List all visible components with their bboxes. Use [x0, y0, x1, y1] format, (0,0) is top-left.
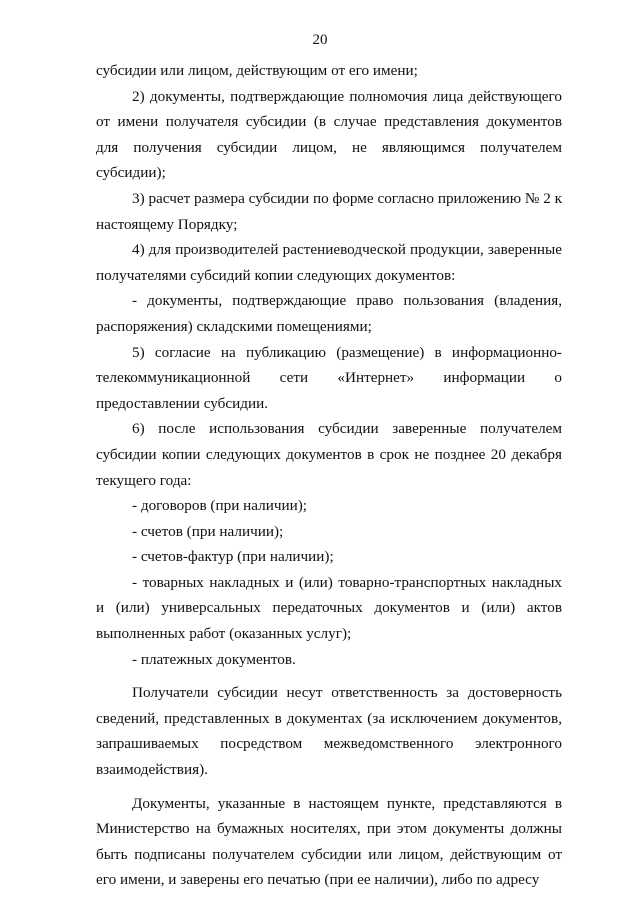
- paragraph-item-6-waybills: - товарных накладных и (или) товарно-транспортных накладных и (или) универсальных передаточных документов и (или) актов выполненных работ (оказанных услуг);: [96, 573, 562, 643]
- page-number: 20: [312, 32, 328, 48]
- paragraph-item-3: 3) расчет размера субсидии по форме согласно приложению № 2 к настоящему Порядку;: [96, 189, 562, 233]
- paragraph-item-4-sub: - документы, подтверждающие право пользования (владения, распоряжения) складскими помещениями;: [96, 292, 562, 335]
- paragraph-item-4: 4) для производителей растениеводческой продукции, заверенные получателями субсидий копии следующих документов:: [96, 241, 562, 284]
- paragraph-responsibility: Получатели субсидии несут ответственность за достоверность сведений, представленных в документах (за исключением документов, запрашиваемых посредством межведомственного электронного взаимодействия).: [96, 684, 562, 779]
- paragraph-item-5: 5) согласие на публикацию (размещение) в информационно-телекоммуникационной сети «Интернет» информации о предоставлении субсидии.: [96, 343, 562, 412]
- paragraph-item-6-invoices: - счетов (при наличии);: [132, 522, 284, 540]
- paragraph-item-2: 2) документы, подтверждающие полномочия лица действующего от имени получателя субсидии (в случае представления документов для получения субсидии лицом, не являющимся получателем субсидии);: [96, 87, 562, 182]
- paragraph-continuation: субсидии или лицом, действующим от его имени;: [96, 62, 418, 79]
- document-body: [96, 58, 562, 893]
- paragraph-item-6-tax-invoices: - счетов-фактур (при наличии);: [132, 548, 334, 566]
- paragraph-item-6: 6) после использования субсидии заверенные получателем субсидии копии следующих документов в срок не позднее 20 декабря текущего года:: [96, 420, 562, 489]
- paragraph-item-6-payments: - платежных документов.: [132, 650, 296, 668]
- paragraph-item-6-contracts: - договоров (при наличии);: [132, 497, 308, 515]
- paragraph-submission: Документы, указанные в настоящем пункте, представляются в Министерство на бумажных носителях, при этом документы должны быть подписаны получателем субсидии или лицом, действующим от его имени, и заверены его печатью (при ее наличии), либо по адресу: [96, 794, 562, 889]
